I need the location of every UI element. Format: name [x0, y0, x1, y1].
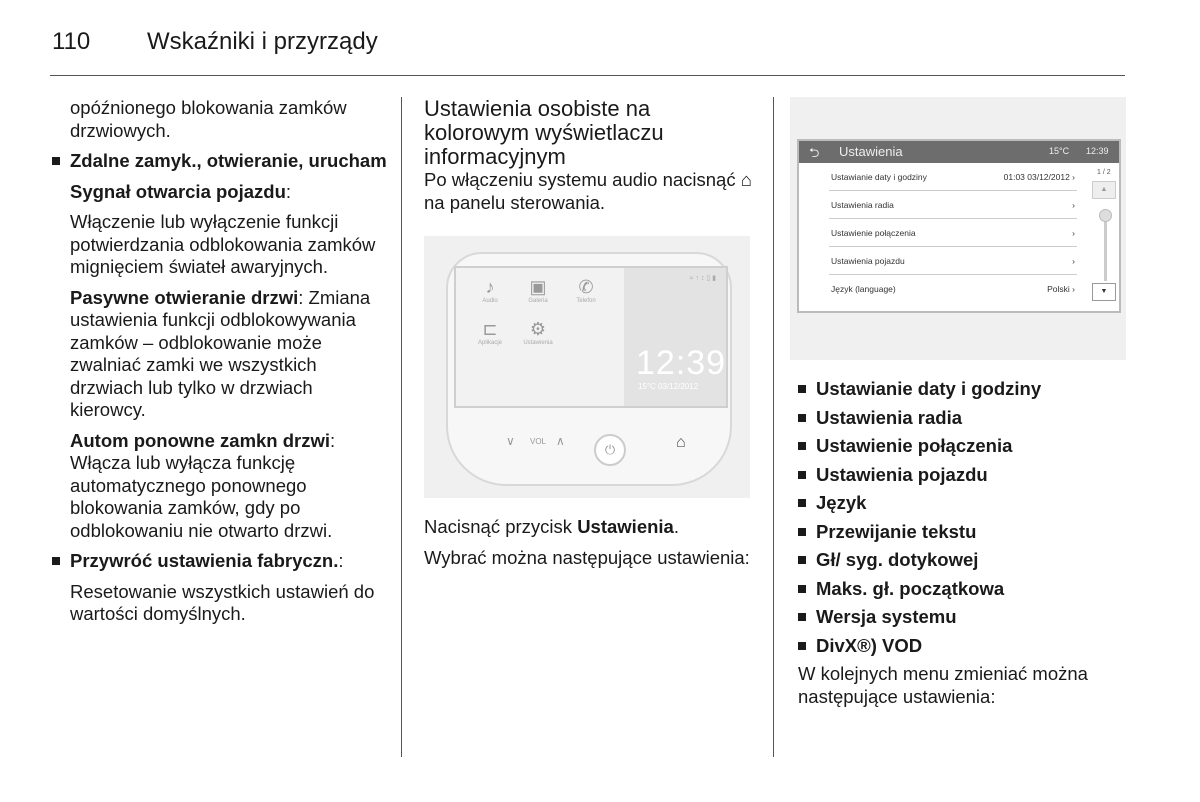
row-value: ›: [1072, 200, 1075, 210]
list-item: [798, 578, 1128, 601]
status-icons: ≈ ↑ ↕ ▯ ▮: [689, 275, 716, 282]
apps-icon: ⊏: [482, 319, 498, 339]
column-divider-2: [773, 97, 774, 757]
row-label: Ustawienie połączenia: [831, 228, 916, 238]
settings-title: Ustawienia: [839, 144, 903, 159]
list-item: [798, 635, 1128, 658]
bullet-square: [798, 442, 806, 450]
choose-text: Wybrać można następujące ustawienia:: [424, 546, 750, 568]
bullet-square: [798, 414, 806, 422]
sub-item: Autom ponowne zamkn drzwi: Włącza lub wyłącza funkcję automatycznego ponownego blokowania zamków, gdy po odblokowaniu nie otwarto drzwi.: [70, 429, 336, 541]
press-text: [424, 516, 754, 539]
settings-screen: [797, 139, 1121, 313]
list-item: [798, 549, 1128, 572]
list-item: [52, 150, 387, 173]
list-item: [798, 464, 1128, 487]
display-screen: [454, 266, 728, 408]
intro-text: [424, 169, 754, 214]
app-launcher: [456, 268, 624, 406]
item-title: Zdalne zamyk., otwieranie, urucham: [70, 150, 387, 171]
app-label: Aplikacje: [477, 340, 502, 346]
app-gallery[interactable]: [518, 276, 558, 304]
app-audio[interactable]: [470, 276, 510, 304]
column-1: [52, 97, 387, 634]
list-item: [798, 435, 1128, 458]
bullet-square: [798, 499, 806, 507]
list-item-label: Gł/ syg. dotykowej: [816, 549, 979, 570]
press-settings: Ustawienia: [577, 516, 674, 537]
bullet-square: [52, 157, 60, 165]
bullet-square: [798, 642, 806, 650]
temperature: 15°C: [1049, 146, 1070, 156]
bullet-square: [798, 471, 806, 479]
column-2-lower: [424, 516, 754, 577]
sub-title: Autom ponowne zamkn drzwi: [70, 429, 331, 451]
bullet-square: [798, 613, 806, 621]
page-title: Wskaźniki i przyrządy: [147, 28, 378, 55]
list-item-label: Ustawienie połączenia: [816, 435, 1013, 456]
section-heading: Ustawienia osobiste na kolorowym wyświetlaczu informacyjnym: [424, 96, 664, 169]
row-value: ›: [1072, 228, 1075, 238]
header-rule: [50, 75, 1125, 76]
sub-item: Pasywne otwieranie drzwi: Zmiana ustawienia funkcji odblokowywania zamków – odblokowanie może zwalniać zamki we wszystkich drzwiach lub tylko w drzwiach kierowcy.: [70, 286, 371, 420]
sub-desc: Włącza lub wyłącza funkcję automatycznego ponownego blokowania zamków, gdy po odblokowaniu nie otwarto drzwi.: [70, 452, 333, 541]
home-icon: ⌂: [740, 169, 752, 190]
app-settings[interactable]: [518, 318, 558, 346]
intro-a: Po włączeniu systemu audio nacisnąć: [424, 169, 736, 190]
list-item-label: Przewijanie tekstu: [816, 520, 977, 542]
time: 12:39: [1086, 146, 1109, 156]
clock-display: 12:39: [636, 344, 727, 382]
row-label: Język (language): [831, 284, 896, 294]
sub-title: Pasywne otwieranie drzwi: [70, 286, 299, 308]
gallery-icon: ▣: [529, 277, 547, 297]
settings-row[interactable]: [829, 163, 1077, 191]
column-divider-1: [401, 97, 402, 757]
app-phone[interactable]: [566, 276, 606, 304]
settings-screen-figure: [790, 97, 1126, 360]
list-item-label: Wersja systemu: [816, 606, 957, 627]
panel-bezel: [446, 252, 732, 486]
bullet-square: [798, 556, 806, 564]
column-3: [798, 378, 1128, 716]
sub-desc: Włączenie lub wyłączenie funkcji potwierdzania odblokowania zamków mignięciem świateł awaryjnych.: [70, 211, 376, 277]
settings-title-bar: [799, 141, 1119, 163]
scroll-up-button[interactable]: ▲: [1092, 181, 1116, 199]
sub-desc: Zmiana ustawienia funkcji odblokowywania zamków – odblokowanie może zwalniać zamki we wszystkich drzwiach lub tylko w drzwiach kierowcy.: [70, 286, 371, 420]
list-item-label: Ustawianie daty i godziny: [816, 378, 1042, 399]
row-value: 01:03 03/12/2012 ›: [1003, 172, 1075, 182]
bullet-square: [798, 385, 806, 393]
item-desc: Resetowanie wszystkich ustawień do wartości domyślnych.: [70, 580, 375, 624]
list-item: [798, 407, 1128, 430]
back-arrow-icon[interactable]: ⮌: [809, 145, 820, 160]
power-button[interactable]: ⏻: [594, 434, 626, 466]
row-label: Ustawienia radia: [831, 200, 894, 210]
list-item: [798, 521, 1128, 544]
scroll-down-button[interactable]: ▼: [1092, 283, 1116, 301]
app-label: Galeria: [528, 298, 548, 304]
settings-row[interactable]: [829, 191, 1077, 219]
temp-date-display: 15°C 03/12/2012: [638, 382, 699, 391]
column-2: [424, 97, 754, 222]
volume-label: VOL: [530, 437, 547, 446]
list-item-label: Ustawienia radia: [816, 406, 963, 428]
app-label: Ustawienia: [523, 340, 553, 346]
list-item-label: Język: [816, 492, 867, 513]
outro-text: W kolejnych menu zmieniać można następujące ustawienia:: [798, 663, 1088, 707]
list-item-label: Maks. gł. początkowa: [816, 577, 1005, 599]
row-label: Ustawianie daty i godziny: [831, 172, 927, 182]
list-item-label: Ustawienia pojazdu: [816, 463, 988, 485]
row-value: Polski ›: [1047, 284, 1075, 294]
list-item: [798, 492, 1128, 515]
phone-icon: ✆: [578, 277, 594, 297]
scrollbar-thumb[interactable]: [1099, 209, 1112, 222]
music-icon: ♪: [485, 277, 495, 297]
settings-row[interactable]: [829, 219, 1077, 247]
control-panel-figure: [424, 236, 750, 498]
bullet-square: [798, 585, 806, 593]
item-title: Przywróć ustawienia fabryczn.: [70, 550, 339, 571]
settings-row[interactable]: [829, 275, 1077, 302]
app-label: Audio: [482, 298, 498, 304]
app-applications[interactable]: [470, 318, 510, 346]
row-value: ›: [1072, 256, 1075, 266]
page-number: 110: [52, 28, 91, 55]
continued-text: opóźnionego blokowania zamków drzwiowych.: [70, 97, 347, 141]
list-item: [798, 378, 1128, 401]
bullet-square: [798, 528, 806, 536]
app-label: Telefon: [576, 298, 596, 304]
settings-row[interactable]: [829, 247, 1077, 275]
intro-b: na panelu sterowania.: [424, 191, 606, 213]
sub-item: Sygnał otwarcia pojazdu:: [70, 180, 292, 202]
home-button-icon[interactable]: ⌂: [676, 434, 686, 451]
list-item: Przywróć ustawienia fabryczn.:: [52, 550, 387, 573]
list-item: [798, 606, 1128, 629]
row-label: Ustawienia pojazdu: [831, 256, 905, 266]
press-c: .: [673, 516, 679, 537]
page-indicator: 1 / 2: [1097, 169, 1111, 176]
list-item-label: DivX®) VOD: [816, 634, 923, 656]
volume-up-icon[interactable]: ∧: [556, 434, 565, 448]
volume-down-icon[interactable]: ∨: [506, 434, 515, 448]
bullet-square: [52, 557, 60, 565]
sub-title: Sygnał otwarcia pojazdu: [70, 180, 286, 202]
gear-icon: ⚙: [529, 319, 547, 339]
press-a: Nacisnąć przycisk: [424, 516, 573, 537]
